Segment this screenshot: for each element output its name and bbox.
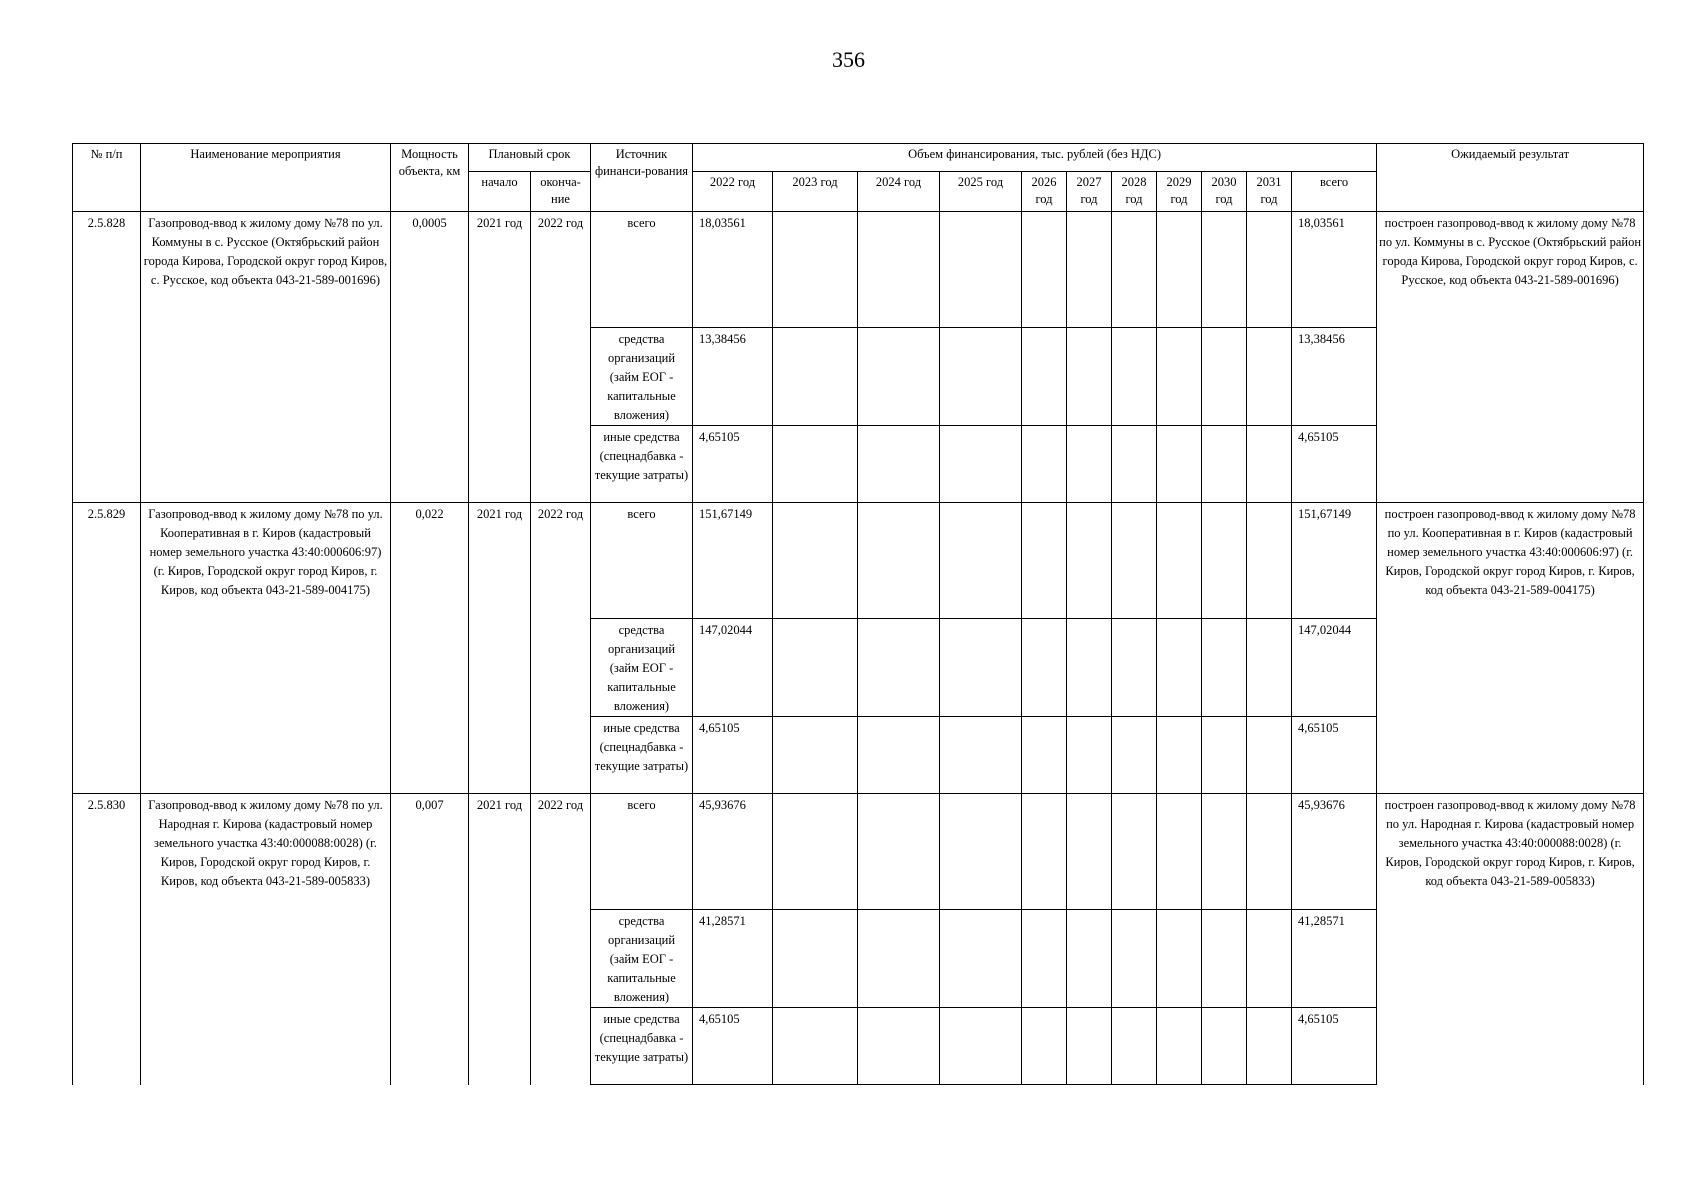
value-empty bbox=[858, 910, 940, 1008]
value-empty bbox=[1022, 426, 1067, 503]
value-empty bbox=[1247, 717, 1292, 794]
header-term-start: начало bbox=[469, 172, 531, 212]
value-total: 147,02044 bbox=[1292, 619, 1377, 717]
event-name: Газопровод-ввод к жилому дому №78 по ул. Народная г. Кирова (кадастровый номер земельного участка 43:40:000088:0028) (г. Киров, Городской округ город Киров, г. Киров, код объекта 043-21-589-005833) bbox=[141, 794, 391, 1085]
value-total: 41,28571 bbox=[1292, 910, 1377, 1008]
header-year: 2026 год bbox=[1022, 172, 1067, 212]
value-empty bbox=[858, 1008, 940, 1085]
row-number: 2.5.828 bbox=[73, 212, 141, 503]
value-empty bbox=[1067, 328, 1112, 426]
header-name: Наименование мероприятия bbox=[141, 144, 391, 212]
capacity-cell: 0,022 bbox=[391, 503, 469, 794]
value-empty bbox=[1022, 328, 1067, 426]
value-empty bbox=[858, 717, 940, 794]
value-empty bbox=[1247, 212, 1292, 328]
value-empty bbox=[1157, 503, 1202, 619]
source-label: иные средства (спецнадбавка - текущие затраты) bbox=[591, 1008, 693, 1085]
value-2022: 4,65105 bbox=[693, 426, 773, 503]
value-empty bbox=[1157, 328, 1202, 426]
value-empty bbox=[858, 503, 940, 619]
value-2022: 4,65105 bbox=[693, 717, 773, 794]
value-empty bbox=[1112, 212, 1157, 328]
value-empty bbox=[1022, 794, 1067, 910]
expected-result: построен газопровод-ввод к жилому дому №78 по ул. Народная г. Кирова (кадастровый номер земельного участка 43:40:000088:0028) (г. Киров, Городской округ город Киров, г. Киров, код объекта 043-21-589-005833) bbox=[1377, 794, 1644, 1085]
value-empty bbox=[1202, 426, 1247, 503]
value-empty bbox=[773, 212, 858, 328]
value-empty bbox=[1247, 328, 1292, 426]
value-empty bbox=[773, 503, 858, 619]
value-2022: 45,93676 bbox=[693, 794, 773, 910]
end-cell: 2022 год bbox=[531, 503, 591, 794]
table-row bbox=[73, 503, 1644, 619]
value-empty bbox=[1202, 1008, 1247, 1085]
table-row bbox=[73, 212, 1644, 328]
expected-result: построен газопровод-ввод к жилому дому №78 по ул. Коммуны в с. Русское (Октябрьский район города Кирова, Городской округ город Киров, с. Русское, код объекта 043-21-589-001696) bbox=[1377, 212, 1644, 503]
value-empty bbox=[1157, 1008, 1202, 1085]
header-year: 2023 год bbox=[773, 172, 858, 212]
value-empty bbox=[1022, 1008, 1067, 1085]
value-empty bbox=[940, 426, 1022, 503]
value-empty bbox=[1247, 619, 1292, 717]
value-empty bbox=[1247, 794, 1292, 910]
capacity-cell: 0,007 bbox=[391, 794, 469, 1085]
value-empty bbox=[940, 503, 1022, 619]
source-label: средства организаций (займ ЕОГ - капитальные вложения) bbox=[591, 328, 693, 426]
value-empty bbox=[1112, 619, 1157, 717]
value-total: 4,65105 bbox=[1292, 717, 1377, 794]
value-empty bbox=[1202, 794, 1247, 910]
header-year: 2031 год bbox=[1247, 172, 1292, 212]
value-empty bbox=[940, 910, 1022, 1008]
value-empty bbox=[858, 212, 940, 328]
value-empty bbox=[858, 328, 940, 426]
value-empty bbox=[1022, 503, 1067, 619]
header-year: 2028 год bbox=[1112, 172, 1157, 212]
value-total: 18,03561 bbox=[1292, 212, 1377, 328]
value-total: 13,38456 bbox=[1292, 328, 1377, 426]
value-empty bbox=[773, 910, 858, 1008]
row-number: 2.5.830 bbox=[73, 794, 141, 1085]
header-year: 2022 год bbox=[693, 172, 773, 212]
value-empty bbox=[858, 794, 940, 910]
value-empty bbox=[1022, 212, 1067, 328]
capacity-cell: 0,0005 bbox=[391, 212, 469, 503]
value-empty bbox=[773, 717, 858, 794]
value-empty bbox=[1202, 910, 1247, 1008]
header-year: 2024 год bbox=[858, 172, 940, 212]
value-empty bbox=[773, 619, 858, 717]
value-empty bbox=[1067, 910, 1112, 1008]
table-row bbox=[73, 794, 1644, 910]
value-2022: 151,67149 bbox=[693, 503, 773, 619]
value-empty bbox=[940, 619, 1022, 717]
expected-result: построен газопровод-ввод к жилому дому №78 по ул. Кооперативная в г. Киров (кадастровый номер земельного участка 43:40:000606:97) (г. Киров, Городской округ город Киров, г. Киров, код объекта 043-21-589-004175) bbox=[1377, 503, 1644, 794]
value-empty bbox=[1067, 426, 1112, 503]
value-empty bbox=[1157, 717, 1202, 794]
end-cell: 2022 год bbox=[531, 212, 591, 503]
value-empty bbox=[1112, 328, 1157, 426]
value-total: 4,65105 bbox=[1292, 426, 1377, 503]
source-label: иные средства (спецнадбавка - текущие затраты) bbox=[591, 426, 693, 503]
page-number: 356 bbox=[832, 47, 865, 72]
header-capacity: Мощность объекта, км bbox=[391, 144, 469, 212]
header-year: 2030 год bbox=[1202, 172, 1247, 212]
value-empty bbox=[1202, 503, 1247, 619]
value-empty bbox=[773, 328, 858, 426]
value-total: 4,65105 bbox=[1292, 1008, 1377, 1085]
value-2022: 13,38456 bbox=[693, 328, 773, 426]
value-empty bbox=[1202, 619, 1247, 717]
value-empty bbox=[773, 794, 858, 910]
value-2022: 4,65105 bbox=[693, 1008, 773, 1085]
value-2022: 18,03561 bbox=[693, 212, 773, 328]
value-empty bbox=[1112, 910, 1157, 1008]
value-empty bbox=[940, 717, 1022, 794]
value-empty bbox=[1022, 717, 1067, 794]
value-total: 151,67149 bbox=[1292, 503, 1377, 619]
value-empty bbox=[940, 1008, 1022, 1085]
financing-table bbox=[72, 143, 1644, 1085]
start-cell: 2021 год bbox=[469, 212, 531, 503]
value-empty bbox=[1157, 426, 1202, 503]
header-year: 2027 год bbox=[1067, 172, 1112, 212]
value-empty bbox=[1112, 1008, 1157, 1085]
value-empty bbox=[1112, 794, 1157, 910]
value-empty bbox=[1022, 910, 1067, 1008]
value-empty bbox=[1157, 619, 1202, 717]
row-number: 2.5.829 bbox=[73, 503, 141, 794]
end-cell: 2022 год bbox=[531, 794, 591, 1085]
source-label: иные средства (спецнадбавка - текущие затраты) bbox=[591, 717, 693, 794]
value-empty bbox=[1067, 717, 1112, 794]
event-name: Газопровод-ввод к жилому дому №78 по ул. Коммуны в с. Русское (Октябрьский район города Кирова, Городской округ город Киров, с. Русское, код объекта 043-21-589-001696) bbox=[141, 212, 391, 503]
value-empty bbox=[858, 426, 940, 503]
value-empty bbox=[1067, 503, 1112, 619]
value-empty bbox=[1202, 717, 1247, 794]
value-empty bbox=[1157, 794, 1202, 910]
source-label: всего bbox=[591, 212, 693, 328]
start-cell: 2021 год bbox=[469, 503, 531, 794]
header-term: Плановый срок bbox=[469, 144, 591, 172]
source-label: средства организаций (займ ЕОГ - капитальные вложения) bbox=[591, 619, 693, 717]
value-empty bbox=[940, 794, 1022, 910]
value-empty bbox=[1067, 1008, 1112, 1085]
value-empty bbox=[940, 328, 1022, 426]
value-empty bbox=[1247, 910, 1292, 1008]
header-year: 2029 год bbox=[1157, 172, 1202, 212]
header-year: 2025 год bbox=[940, 172, 1022, 212]
header-volume: Объем финансирования, тыс. рублей (без НДС) bbox=[693, 144, 1377, 172]
value-empty bbox=[773, 1008, 858, 1085]
table-header bbox=[73, 144, 1644, 212]
value-empty bbox=[1112, 503, 1157, 619]
header-total: всего bbox=[1292, 172, 1377, 212]
source-label: всего bbox=[591, 503, 693, 619]
value-empty bbox=[1022, 619, 1067, 717]
value-empty bbox=[858, 619, 940, 717]
value-2022: 41,28571 bbox=[693, 910, 773, 1008]
value-empty bbox=[940, 212, 1022, 328]
header-source: Источник финанси-рования bbox=[591, 144, 693, 212]
source-label: всего bbox=[591, 794, 693, 910]
start-cell: 2021 год bbox=[469, 794, 531, 1085]
header-result: Ожидаемый результат bbox=[1377, 144, 1644, 212]
value-empty bbox=[1247, 426, 1292, 503]
value-empty bbox=[1067, 794, 1112, 910]
value-total: 45,93676 bbox=[1292, 794, 1377, 910]
header-no: № п/п bbox=[73, 144, 141, 212]
source-label: средства организаций (займ ЕОГ - капитальные вложения) bbox=[591, 910, 693, 1008]
value-empty bbox=[1067, 619, 1112, 717]
value-empty bbox=[1247, 503, 1292, 619]
value-empty bbox=[1067, 212, 1112, 328]
value-empty bbox=[1202, 212, 1247, 328]
event-name: Газопровод-ввод к жилому дому №78 по ул. Кооперативная в г. Киров (кадастровый номер земельного участка 43:40:000606:97) (г. Киров, Городской округ город Киров, г. Киров, код объекта 043-21-589-004175) bbox=[141, 503, 391, 794]
value-empty bbox=[1112, 717, 1157, 794]
value-2022: 147,02044 bbox=[693, 619, 773, 717]
value-empty bbox=[1112, 426, 1157, 503]
value-empty bbox=[1157, 212, 1202, 328]
value-empty bbox=[1202, 328, 1247, 426]
value-empty bbox=[1247, 1008, 1292, 1085]
value-empty bbox=[773, 426, 858, 503]
header-term-end: оконча-ние bbox=[531, 172, 591, 212]
value-empty bbox=[1157, 910, 1202, 1008]
